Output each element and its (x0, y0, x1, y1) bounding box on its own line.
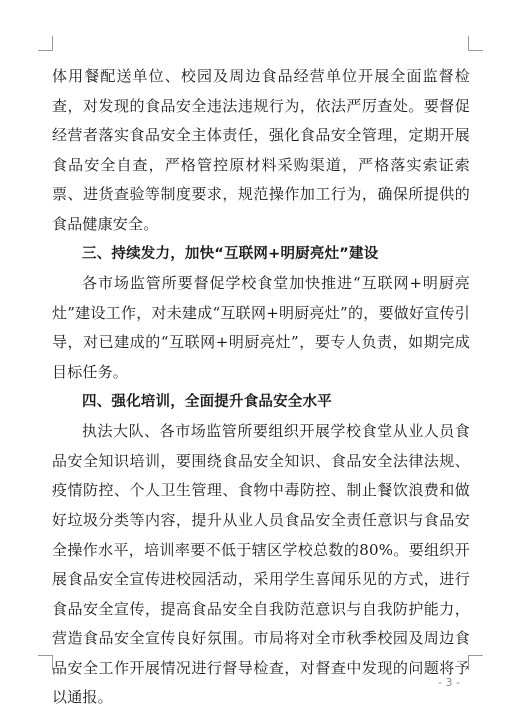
section-heading-3: 三、持续发力，加快“互联网+明厨亮灶”建设 (82, 245, 379, 262)
crop-mark-top-left (38, 36, 53, 51)
body-paragraph-section-4: 执法大队、各市场监管所要组织开展学校食堂从业人员食品安全知识培训，要围绕食品安全知识、食品安全法律法规、疫情防控、个人卫生管理、食物中毒防控、制止餐饮浪费和做好垃圾分类等内容，提升从业人员食品安全责任意识与食品安全操作水平，培训率要不低于辖区学校总数的80%。要组织开展食品安全宣传进校园活动，采用学生喜闻乐见的方式，进行食品安全宣传，提高食品安全自我防范意识与自我防护能力，营造食品安全宣传良好氛围。市局将对全市秋季校园及周边食品安全工作开展情况进行督导检查，对督查中发现的问题将予以通报。 (52, 422, 470, 707)
body-paragraph-section-3: 各市场监管所要督促学校食堂加快推进“互联网+明厨亮灶”建设工作，对未建成“互联网+明厨亮灶”的，要做好宣传引导，对已建成的“互联网+明厨亮灶”，要专人负责，如期完成目标任务。 (52, 274, 470, 381)
section-heading-4: 四、强化培训，全面提升食品安全水平 (82, 393, 332, 410)
body-paragraph-continued: 体用餐配送单位、校园及周边食品经营单位开展全面监督检查，对发现的食品安全违法违规行为，依法严厉查处。要督促经营者落实食品安全主体责任，强化食品安全管理，定期开展食品安全自查，严格管控原材料采购渠道，严格落实索证索票、进货查验等制度要求，规范操作加工行为，确保所提供的食品健康安全。 (52, 67, 470, 233)
document-body (52, 62, 470, 713)
crop-mark-bottom-right (468, 655, 483, 670)
page-number: - 3 - (438, 676, 460, 689)
crop-mark-bottom-left (38, 655, 53, 670)
crop-mark-top-right (468, 36, 483, 51)
